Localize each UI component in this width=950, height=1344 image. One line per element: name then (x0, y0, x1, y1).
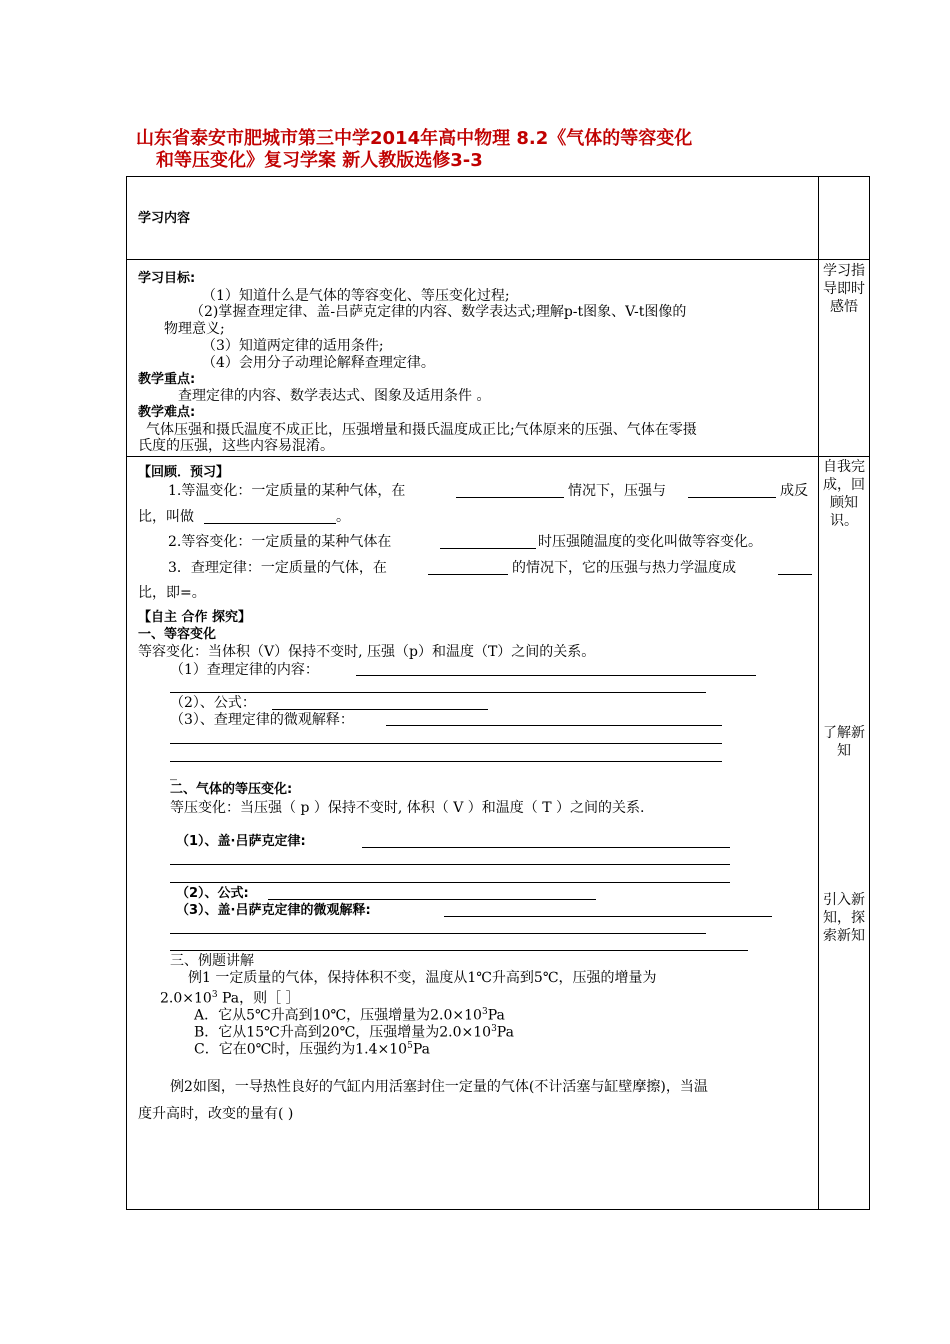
side-note-new: 了解新知 (823, 725, 865, 759)
example-1-option-c: C．它在0℃时，压强约为$1.4\times 10^5Pa$ (194, 1041, 430, 1058)
example-2-line-2: 度升高时，改变的量有( ) (138, 1106, 294, 1122)
blank-s2-3c (170, 950, 748, 951)
blank-s2-3b (170, 933, 706, 934)
example-1-stem-2: $2.0\times 10^3$ Pa，则［ ］ (160, 990, 300, 1007)
difficulty-heading: 教学难点: (138, 405, 196, 420)
review-q2a: 2.等容变化：一定质量的某种气体在 (168, 534, 392, 550)
example-1-option-a: A．它从5℃升高到10℃，压强增量为$2.0\times 10^3Pa$ (194, 1007, 505, 1024)
document-title (136, 128, 836, 172)
goal-4: （4）会用分子动理论解释查理定律。 (202, 355, 435, 371)
row-divider-1 (126, 259, 870, 260)
example-2-line-1: 例2如图，一导热性良好的气缸内用活塞封住一定量的气体(不计活塞与缸壁摩擦)，当温 (170, 1079, 708, 1095)
review-q1e: 。 (336, 509, 350, 525)
blank-s1-3b (170, 743, 722, 744)
dash-mark: _ (170, 765, 177, 781)
blank-q2 (440, 548, 536, 549)
review-q3a: 3．查理定律：一定质量的气体，在 (168, 560, 387, 576)
goals-heading: 学习目标: (138, 271, 196, 286)
title-line-2: 和等压变化》复习学案 新人教版选修3-3 (156, 150, 483, 171)
key-heading: 教学重点: (138, 372, 196, 387)
section-1-definition: 等容变化：当体积（V）保持不变时, 压强（p）和温度（T）之间的关系。 (138, 644, 596, 660)
blank-s2-3a (444, 916, 772, 917)
blank-s1-3c (170, 761, 722, 762)
goal-3: （3）知道两定律的适用条件; (202, 338, 384, 354)
key-text: 查理定律的内容、数学表达式、图象及适用条件 。 (178, 388, 491, 404)
side-note-review: 自我完成，回顾知识。 (823, 459, 865, 529)
review-q3c: 比，即=。 (138, 585, 206, 601)
example-1-option-b: B．它从15℃升高到20℃，压强增量为$2.0\times 10^3Pa$ (194, 1024, 514, 1041)
blank-s2-1c (170, 882, 730, 883)
difficulty-text-1: 气体压强和摄氏温度不成正比，压强增量和摄氏温度成正比;气体原来的压强、气体在零摄 (146, 422, 697, 438)
section-2-item-3: （3）、盖·吕萨克定律的微观解释: (176, 903, 371, 918)
blank-q3-2 (778, 574, 812, 575)
side-note-guidance: 学习指导即时感悟 (823, 263, 865, 315)
explore-heading: 【自主 合作 探究】 (138, 610, 252, 625)
blank-q1-3 (204, 523, 336, 524)
side-note-explore: 引入新知，探索新知 (823, 892, 865, 944)
goal-1: （1）知道什么是气体的等容变化、等压变化过程; (202, 288, 510, 304)
header-cell: 学习内容 (138, 211, 191, 226)
blank-s1-1b (170, 692, 706, 693)
difficulty-text-2: 氏度的压强，这些内容易混淆。 (138, 438, 334, 454)
row-divider-2 (126, 456, 870, 457)
blank-s1-1a (356, 675, 756, 676)
side-column-divider (818, 176, 819, 1210)
title-line-1: 山东省泰安市肥城市第三中学2014年高中物理 8.2《气体的等容变化 (136, 128, 693, 149)
section-2-item-2: （2）、公式: (176, 886, 249, 901)
section-1-heading: 一、等容变化 (138, 627, 217, 642)
section-2-item-1: （1）、盖·吕萨克定律: (176, 834, 306, 849)
review-q2b: 时压强随温度的变化叫做等容变化。 (538, 534, 762, 550)
section-2-definition: 等压变化：当压强（ p ）保持不变时, 体积（ V ）和温度（ T ）之间的关系. (170, 800, 645, 816)
review-heading: 【回顾．预习】 (138, 465, 230, 480)
blank-s2-1b (170, 864, 730, 865)
section-2-heading: 二、气体的等压变化: (170, 782, 293, 797)
blank-s1-2 (272, 709, 488, 710)
review-q3b: 的情况下，它的压强与热力学温度成 (512, 560, 736, 576)
section-3-heading: 三、例题讲解 (170, 953, 254, 969)
example-1-stem: 例1 一定质量的气体，保持体积不变，温度从1℃升高到5℃，压强的增量为 (188, 970, 657, 986)
review-q1a: 1.等温变化：一定质量的某种气体，在 (168, 483, 406, 499)
section-1-item-2: （2）、公式： (170, 695, 256, 711)
blank-s2-1a (362, 847, 730, 848)
blank-q1-2 (688, 497, 776, 498)
review-q1c: 成反 (780, 483, 808, 499)
blank-s1-3a (386, 725, 722, 726)
goal-2a: （2)掌握查理定律、盖-吕萨克定律的内容、数学表达式;理解p-t图象、V-t图像的 (190, 304, 687, 320)
blank-q3-1 (428, 574, 508, 575)
review-q1b: 情况下，压强与 (568, 483, 666, 499)
section-1-item-3: （3）、查理定律的微观解释： (170, 712, 354, 728)
review-q1d: 比，叫做 (138, 509, 194, 525)
goal-2b: 物理意义; (164, 321, 225, 337)
section-1-item-1: （1）查理定律的内容： (170, 662, 319, 678)
blank-q1-1 (456, 497, 564, 498)
blank-s2-2 (268, 899, 596, 900)
